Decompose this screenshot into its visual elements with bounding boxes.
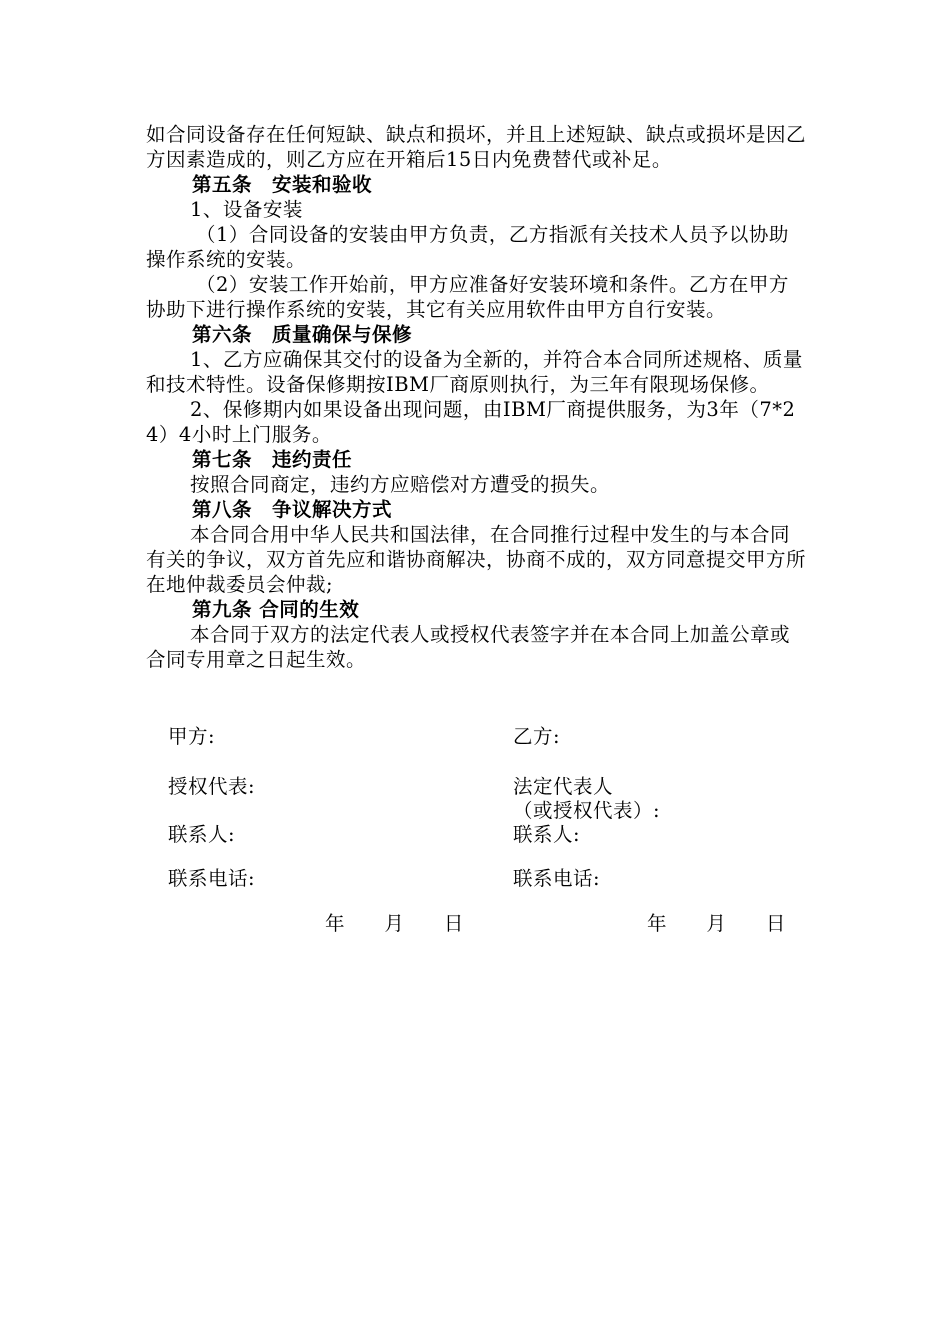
party-b-date-year: 年: [647, 912, 668, 935]
party-a-date-year: 年: [325, 912, 346, 935]
party-a-contact: 联系人:: [168, 823, 236, 846]
party-a-label: 甲方:: [168, 725, 216, 748]
contract-body: [146, 122, 806, 672]
party-a-rep: 授权代表:: [168, 775, 256, 798]
party-a-date: [325, 911, 464, 936]
article-9-text: 本合同于双方的法定代表人或授权代表签字并在本合同上加盖公章或合同专用章之日起生效。: [146, 623, 791, 671]
party-a-date-month: 月: [384, 912, 405, 935]
article-5-heading: 第五条 安装和验收: [192, 173, 373, 196]
article-6-item-2: 2、保修期内如果设备出现问题，由IBM厂商提供服务，为3年（7*24）4小时上门服务。: [146, 398, 796, 446]
article-7-heading: 第七条 违约责任: [192, 448, 353, 471]
paragraph-shortage: 如合同设备存在任何短缺、缺点和损坏，并且上述短缺、缺点或损坏是因乙方因素造成的，则乙方应在开箱后15日内免费替代或补足。: [146, 123, 807, 171]
article-5-sub-2: （2）安装工作开始前，甲方应准备好安装环境和条件。乙方在甲方协助下进行操作系统的安装，其它有关应用软件由甲方自行安装。: [146, 273, 789, 321]
article-6-heading: 第六条 质量确保与保修: [192, 323, 413, 346]
party-b-rep-line2: （或授权代表）:: [513, 799, 661, 822]
article-8-text: 本合同合用中华人民共和国法律，在合同推行过程中发生的与本合同有关的争议，双方首先应和谐协商解决，协商不成的，双方同意提交甲方所在地仲裁委员会仲裁;: [146, 523, 807, 596]
article-9-heading: 第九条 合同的生效: [192, 598, 360, 621]
party-b-label: 乙方:: [513, 725, 561, 748]
party-a-phone: 联系电话:: [168, 867, 256, 890]
article-6-item-1: 1、乙方应确保其交付的设备为全新的，并符合本合同所述规格、质量和技术特性。设备保修期按IBM厂商原则执行，为三年有限现场保修。: [146, 348, 803, 396]
party-b-date-month: 月: [706, 912, 727, 935]
article-5-sub-1: （1）合同设备的安装由甲方负责，乙方指派有关技术人员予以协助操作系统的安装。: [146, 223, 789, 271]
party-a-date-day: 日: [443, 912, 464, 935]
party-b-rep-line1: 法定代表人: [513, 775, 614, 798]
article-7-text: 按照合同商定，违约方应赔偿对方遭受的损失。: [190, 473, 611, 496]
article-8-heading: 第八条 争议解决方式: [192, 498, 393, 521]
party-b-contact: 联系人:: [513, 823, 581, 846]
article-5-item-1: 1、设备安装: [190, 198, 303, 221]
party-b-date-day: 日: [765, 912, 786, 935]
party-b-phone: 联系电话:: [513, 867, 601, 890]
party-b-date: [647, 911, 786, 936]
